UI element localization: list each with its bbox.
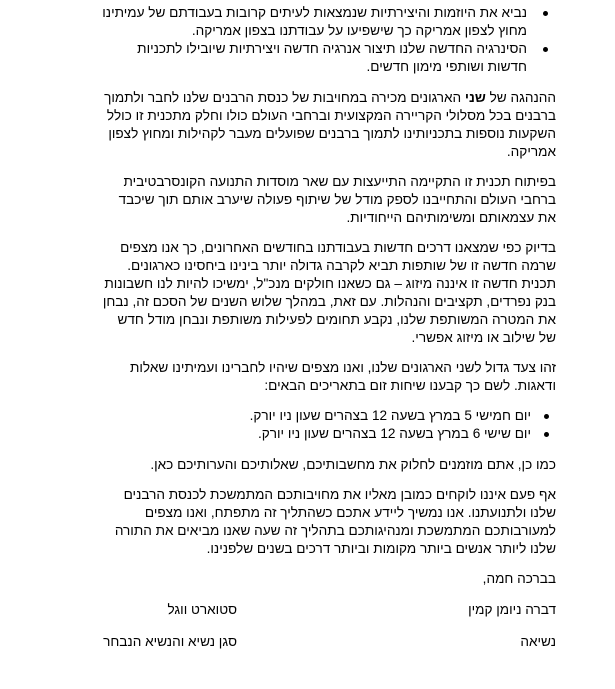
bullet-dot (543, 47, 548, 52)
bullet-dot (544, 432, 549, 437)
para1-line-2: ברבנים בכל מסלולי הקריירה המקצועית וברחבי העולם כולו וחלק מתכנית זו כולל (106, 108, 556, 123)
para5-line: כמו כן, אתם מוזמנים לחלוק את מחשבותיכם, שאלותיכם והערותיכם כאן. (150, 457, 556, 472)
para3-line-2: שרמה חדשה זו של שותפות תביא לקרבה גדולה יותר בינינו ביחסינו כארגונים. (127, 258, 556, 273)
para2-line-1: בפיתוח תכנית זו התקיימה התייעצות עם שאר מוסדות התנועה הקונסרבטיבית (123, 174, 556, 189)
para4-line-1: זהו צעד גדול לשני הארגונים שלנו, ואנו מצפים שיהיו לחברינו ועמיתינו שאלות (130, 360, 556, 375)
para6-line-4: שלנו ליותר אנשים ביותר מקומות וביותר דרכים בשנים שלפנינו. (206, 541, 556, 556)
para3-line-6: של שילוב או מיזוג אפשרי. (411, 330, 556, 345)
signature-left-name: סטוארט ווגל (167, 602, 237, 617)
para6-line-3: למעורבותכם המתמשכת ומנהיגותכם בתהליך זה שעה שאנו מביאים את התורה (114, 523, 556, 538)
zoom-session-2: יום שישי 6 במרץ בשעה 12 בצהרים שעון ניו יורק. (257, 426, 531, 441)
para6-line-1: אף פעם איננו לוקחים כמובן מאליו את מחויבותכם המתמשכת לכנסת הרבנים (123, 487, 556, 502)
para3-line-1: בדיוק כפי שמצאנו דרכים חדשות בעבודתנו בחודשים האחרונים, כך אנו מצפים (120, 240, 556, 255)
top-bullet-1-line-2: מחוץ לצפון אמריקה כך שישפיעו על עבודתנו בצפון אמריקה. (191, 23, 527, 38)
para3-line-3: תכנית חדשה זו איננה מיזוג – גם כשאנו חולקים מנכ"ל, ימשיכו להיות לנו חשבונות (104, 276, 556, 291)
para1-bold-word: שני (464, 90, 486, 105)
para1-prefix: ההנהגה של (485, 90, 556, 105)
para1-line-3: השקעות נוספות בתכניותינו לתמוך ברבנים שפועלים מעבר לקהילות ומחוץ לצפון (108, 126, 556, 141)
top-bullet-1-line-1: נביא את היוזמות והיצירתיות שנמצאות לעיתים קרובות בעבודתם של עמיתינו (102, 5, 527, 20)
para3-line-5: את המטרה המשותפת שלנו, נקבע תחומים לפעילות משותפת ונבחן מודל חדש (117, 312, 556, 327)
bullet-dot (543, 11, 548, 16)
para2-line-2: ברחבי העולם והתחייבנו לספק מודל של שיתוף פעולה שיערב אותם תוך שיכבד (118, 192, 556, 207)
para2-line-3: את עצמאותם ומשימותיהם הייחודיות. (346, 210, 556, 225)
para1-rest: הארגונים מכירה במחויבות של כנסת הרבנים שלנו לחבר ולתמוך (104, 90, 465, 105)
para4-line-2: ודאגות. לשם כך קבענו שיחות זום בתאריכים הבאים: (264, 378, 556, 393)
para6-line-2: שלנו ולתנועתנו. אנו נמשיך ליידע אתכם כשהתליך זה מתפתח, ואנו מצפים (144, 505, 556, 520)
signature-right-name: דברה ניומן קמין (468, 602, 556, 617)
bullet-dot (544, 414, 549, 419)
top-bullet-2-line-1: הסינרגיה החדשה שלנו תיצור אנרגיה חדשה ויצירתיות שיובילו לתכניות (137, 41, 527, 56)
para1-line-4: אמריקה. (506, 144, 556, 159)
para3-line-4: בנק נפרדים, תקציבים והנהלות. עם זאת, במהלך שלוש השנים של הסכם זה, נבחן (102, 294, 556, 309)
para1-line-1 (104, 88, 556, 107)
closing-greeting: בברכה חמה, (482, 571, 556, 586)
zoom-session-1: יום חמישי 5 במרץ בשעה 12 בצהרים שעון ניו יורק. (249, 408, 531, 423)
signature-right-title: נשיאה (520, 634, 556, 649)
signature-left-title: סגן נשיא והנשיא הנבחר (103, 634, 237, 649)
top-bullet-2-line-2: חדשות ושותפי מימון חדשים. (366, 59, 527, 74)
